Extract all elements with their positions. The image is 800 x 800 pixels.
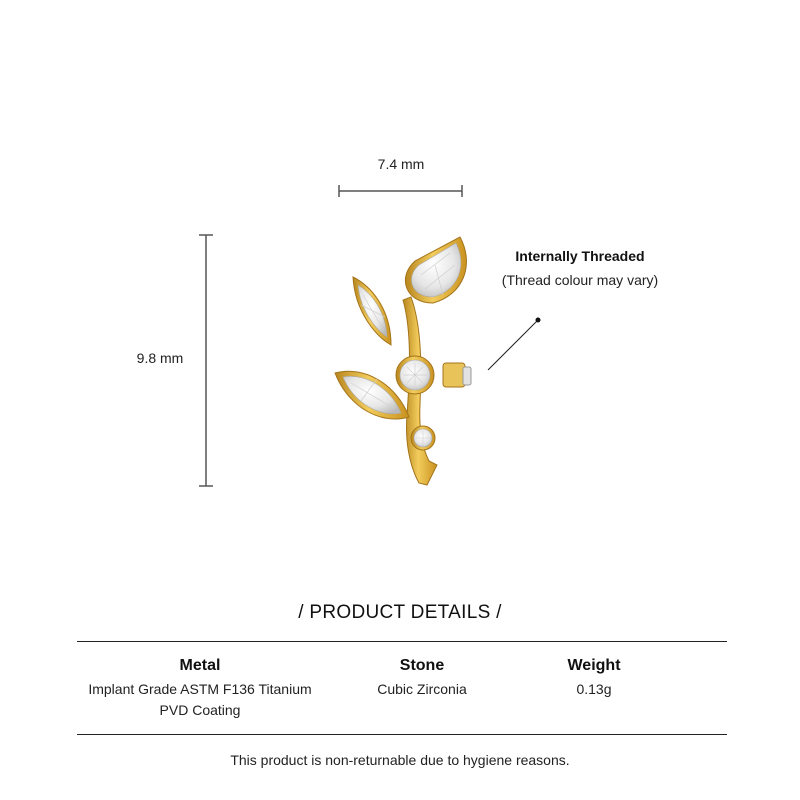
upper-marquise-stone (353, 277, 391, 345)
metal-column (80, 656, 320, 721)
product-details-title: / PRODUCT DETAILS / (298, 602, 502, 623)
height-dimension-label: 9.8 mm (136, 350, 184, 366)
height-dimension-line (198, 232, 214, 490)
metal-line-1: Implant Grade ASTM F136 Titanium (88, 681, 312, 697)
weight-line-1: 0.13g (576, 681, 612, 697)
stone-column (322, 656, 522, 700)
leaf-earring-image (325, 225, 485, 500)
top-divider (77, 641, 727, 642)
annotation-title: Internally Threaded (515, 248, 645, 264)
width-dimension-label: 7.4 mm (377, 156, 425, 172)
metal-heading: Metal (179, 657, 221, 674)
weight-column (524, 656, 664, 700)
return-policy-note: This product is non-returnable due to hygiene reasons. (230, 752, 570, 768)
weight-heading: Weight (567, 657, 621, 674)
annotation-pointer-line (484, 314, 546, 376)
metal-line-2: PVD Coating (159, 702, 241, 718)
top-pear-stone (405, 237, 466, 303)
width-dimension-line (336, 184, 466, 198)
bottom-divider (77, 734, 727, 735)
stone-line-1: Cubic Zirconia (377, 681, 467, 697)
small-round-stone (411, 426, 435, 450)
stone-heading: Stone (399, 657, 445, 674)
annotation-subtitle: (Thread colour may vary) (501, 272, 659, 288)
round-center-stone (396, 356, 434, 394)
